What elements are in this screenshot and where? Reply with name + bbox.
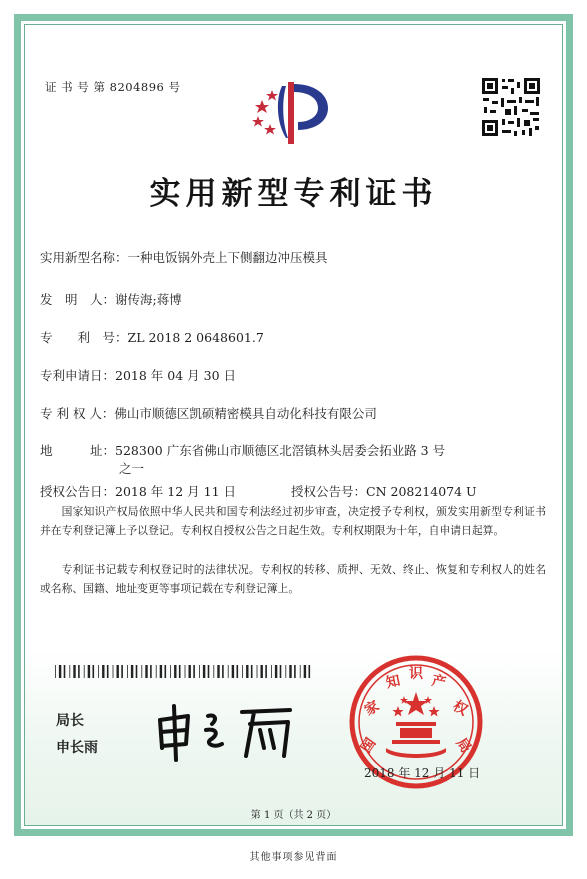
legal-status-paragraph: 专利证书记载专利权登记时的法律状况。专利权的转移、质押、无效、终止、恢复和专利权人的姓名或名称、国籍、地址变更等事项记载在专利登记簿上。 [40,563,546,595]
field-label: 实用新型名称： [40,250,128,265]
patent-office-logo-icon [248,78,336,148]
address-continuation: 之一 [119,461,145,476]
certificate-title: 实用新型专利证书 [149,176,438,212]
svg-text:家: 家 [361,698,383,719]
svg-text:局: 局 [452,735,474,757]
director-name: 申长雨 [56,740,98,756]
field-value: 谢传海;蒋博 [115,292,182,307]
announcement-number-row [291,482,477,500]
field-value: 2018 年 12 月 11 日 [115,484,237,499]
filing-date-row [40,366,236,384]
seal-date: 2018 年 12 月 11 日 [364,766,481,780]
page-number: 第 1 页（共 2 页） [250,810,337,821]
svg-text:产: 产 [430,672,448,692]
svg-text:知: 知 [384,672,402,692]
director-title: 局长 [56,713,84,729]
svg-text:权: 权 [449,698,471,719]
field-value: ZL 2018 2 0648601.7 [127,330,264,345]
svg-text:识: 识 [409,666,423,682]
certificate-number: 证 书 号 第 8204896 号 [45,80,181,94]
field-label: 专利申请日： [40,368,116,383]
patent-number-row [40,328,264,346]
field-value: 一种电饭锅外壳上下侧翻边冲压模具 [127,250,328,265]
grant-date-row [40,482,236,500]
grant-statement-paragraph: 国家知识产权局依照中华人民共和国专利法经过初步审查，决定授予专利权，颁发实用新型专利证书并在专利登记簿上予以登记。专利权自授权公告之日起生效。专利权期限为十年，自申请日起算。 [40,505,546,537]
field-value: CN 208214074 U [366,484,477,499]
inventor-row [40,290,182,308]
field-label: 地 址： [40,443,116,458]
address-row [40,441,445,459]
back-side-note: 其他事项参见背面 [249,852,338,863]
field-label: 专 利 号： [40,330,128,345]
field-label: 授权公告号： [291,484,367,499]
field-value: 528300 广东省佛山市顺德区北滘镇林头居委会拓业路 3 号 [115,443,446,458]
field-label: 授权公告日： [40,484,116,499]
field-label: 专 利 权 人： [40,406,115,421]
field-value: 佛山市顺德区凯硕精密模具自动化科技有限公司 [114,406,377,421]
field-label: 发 明 人： [40,292,116,307]
utility-model-name-row [40,248,328,266]
barcode-icon [55,665,315,678]
director-signature-icon [150,700,300,762]
qr-code-icon [480,76,542,138]
svg-text:国: 国 [358,735,380,757]
patentee-row [40,404,377,422]
field-value: 2018 年 04 月 30 日 [115,368,237,383]
